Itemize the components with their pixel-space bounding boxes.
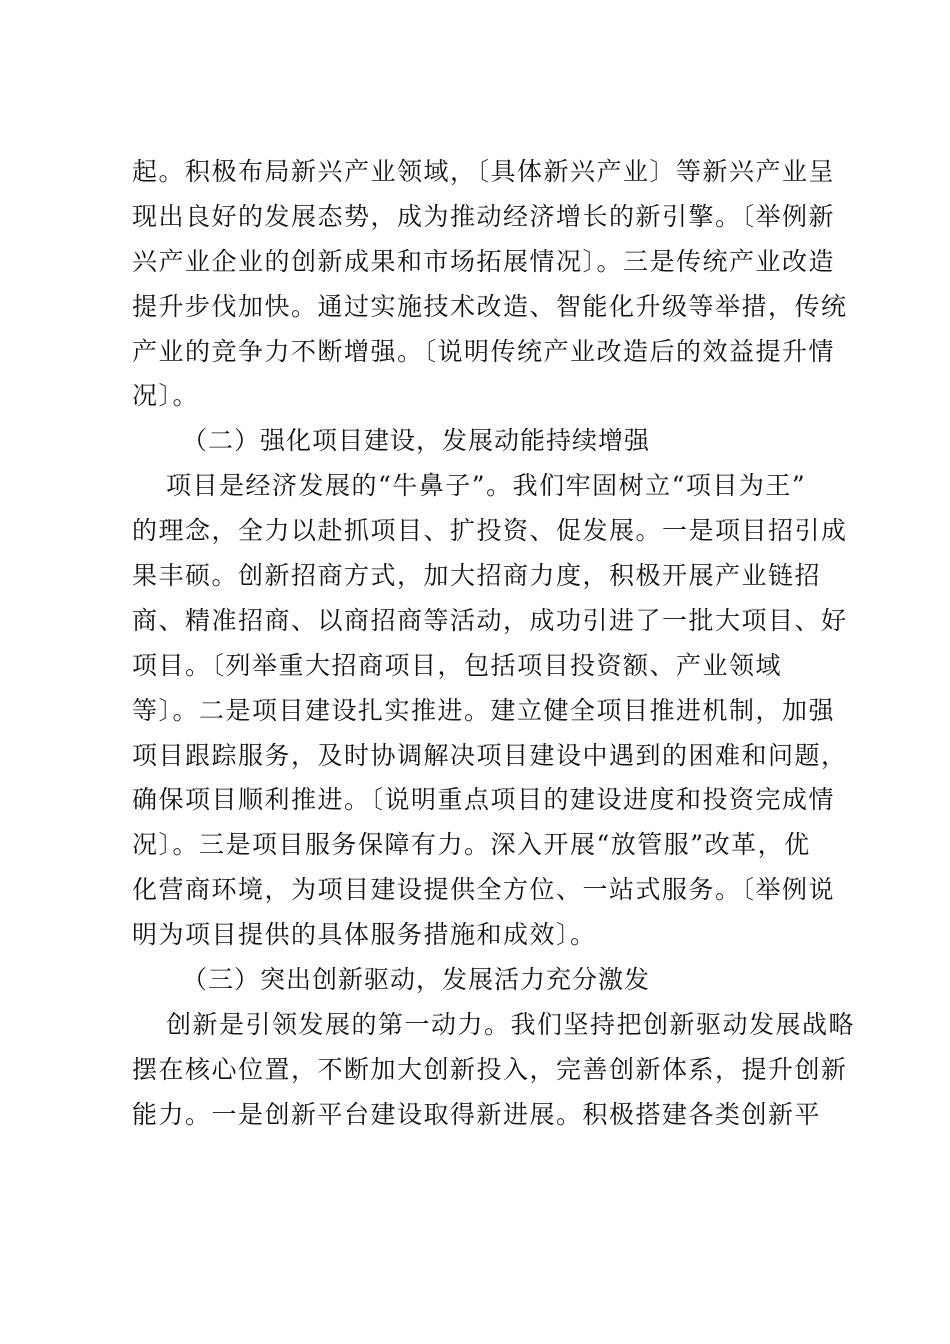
section-heading-3: （三）突出创新驱动，发展活力充分激发 (182, 965, 651, 995)
text-line: 能力。一是创新平台建设取得新进展。积极搭建各类创新平 (132, 1099, 822, 1129)
text-line: 等〕。二是项目建设扎实推进。建立健全项目推进机制，加强 (132, 695, 836, 725)
text-line: 项目跟踪服务，及时协调解决项目建设中遇到的困难和问题， (132, 740, 848, 770)
document-body (132, 150, 856, 1138)
text-line: 况〕。三是项目服务保障有力。深入开展“放管服”改革，优 (132, 830, 811, 860)
text-line: 确保项目顺利推进。〔说明重点项目的建设进度和投资完成情 (132, 785, 836, 815)
text-line: 产业的竞争力不断增强。〔说明传统产业改造后的效益提升情 (132, 336, 836, 366)
text-line: 摆在核心位置，不断加大创新投入，完善创新体系，提升创新 (132, 1054, 848, 1084)
text-line: 起。积极布局新兴产业领域，〔具体新兴产业〕等新兴产业呈 (132, 157, 836, 186)
text-line: 的理念，全力以赴抓项目、扩投资、促发展。一是项目招引成 (132, 516, 848, 546)
text-line: 化营商环境，为项目建设提供全方位、一站式服务。〔举例说 (132, 875, 836, 905)
text-line: 商、精准招商、以商招商等活动，成功引进了一批大项目、好 (132, 605, 848, 635)
text-line: 明为项目提供的具体服务措施和成效〕。 (132, 920, 597, 950)
paragraph-first-line: 项目是经济发展的“牛鼻子”。我们牢固树立“项目为王” (166, 471, 807, 501)
text-line: 果丰硕。创新招商方式，加大招商力度，积极开展产业链招 (132, 561, 822, 591)
text-line: 项目。〔列举重大招商项目，包括项目投资额、产业领域 (132, 650, 783, 680)
section-heading-2: （二）强化项目建设，发展动能持续增强 (182, 426, 651, 456)
paragraph-first-line: 创新是引领发展的第一动力。我们坚持把创新驱动发展战略 (166, 1009, 856, 1039)
text-line: 提升步伐加快。通过实施技术改造、智能化升级等举措，传统 (132, 291, 848, 321)
text-line: 兴产业企业的创新成果和市场拓展情况〕。三是传统产业改造 (132, 246, 836, 276)
text-line: 况〕。 (132, 381, 200, 411)
text-line: 现出良好的发展态势，成为推动经济增长的新引擎。〔举例新 (132, 201, 836, 231)
